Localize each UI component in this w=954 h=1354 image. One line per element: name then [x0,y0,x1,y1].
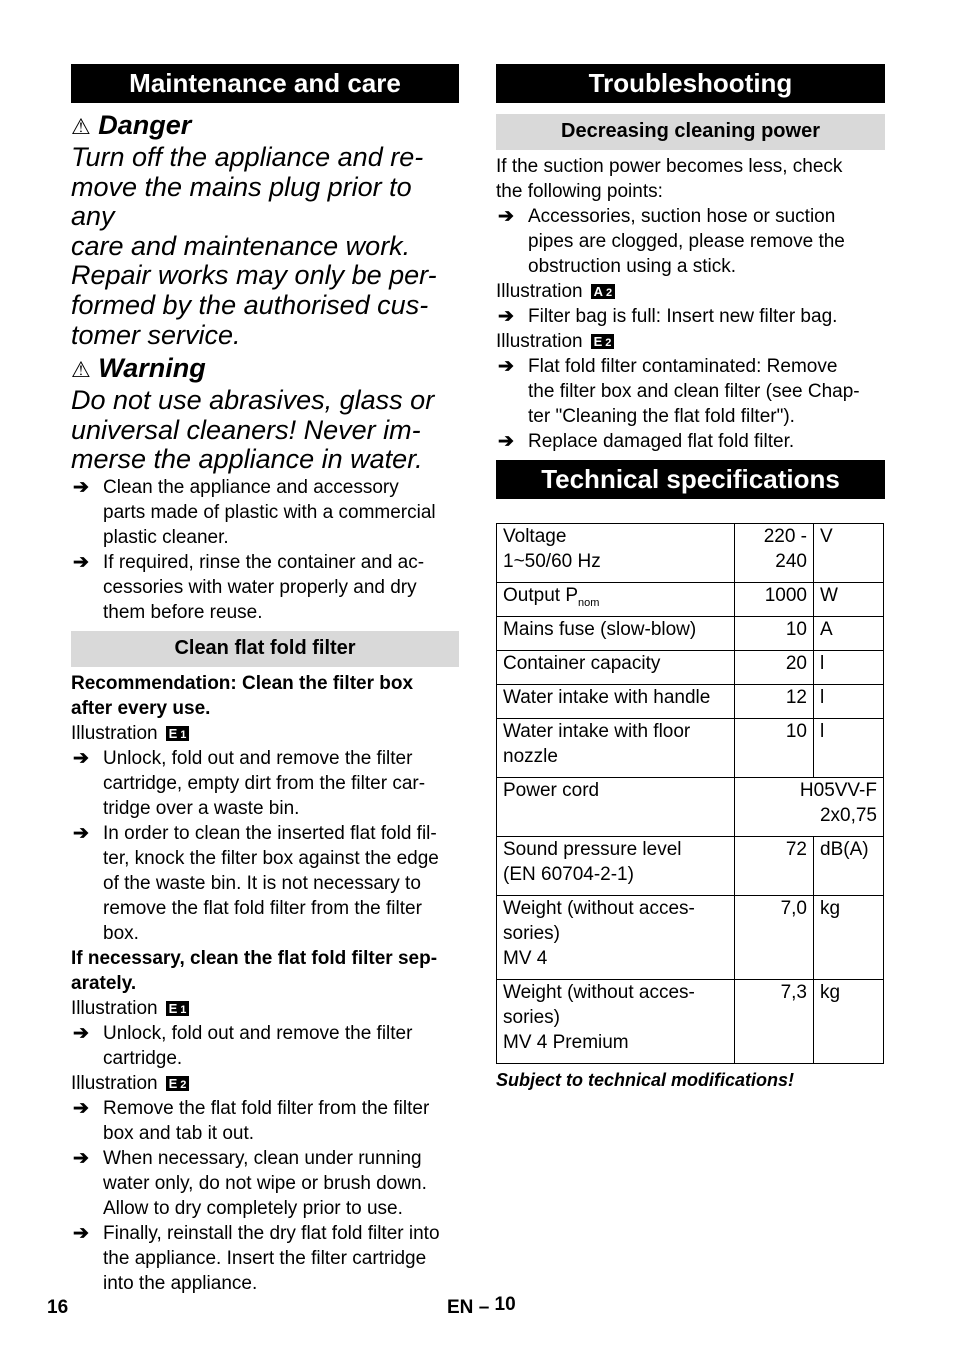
illustration-badge: A 2 [591,284,616,299]
arrow-right-icon: ➔ [498,356,514,377]
spec-unit: l [814,685,884,719]
arrow-right-icon: ➔ [73,1022,89,1044]
table-row [497,617,884,651]
danger-text: Turn off the appliance and re- move the mains plug prior to any care and maintenance work. Repair works may only be per- formed by the authorised cus- tomer service. [71,142,437,350]
warning-triangle-icon: ⚠ [71,357,91,383]
recommendation-text: Recommendation: Clean the filter box after every use. [71,672,414,719]
spec-value: 220 - 240 [735,524,814,583]
bullet-list [496,429,885,454]
bullet-list [71,746,459,946]
table-row [497,896,884,980]
spec-unit: kg [814,980,884,1064]
spec-value: 12 [735,685,814,719]
intro-text: If the suction power becomes less, check the following points: [496,156,843,202]
list-item: ➔ When necessary, clean under running water only, do not wipe or brush down. Allow to dry completely prior to use. [73,1147,427,1219]
arrow-right-icon: ➔ [73,747,89,769]
illustration-badge: E 2 [166,1076,190,1091]
arrow-right-icon: ➔ [498,206,514,227]
spec-label: Water intake with handle [497,685,735,719]
spec-unit: dB(A) [814,837,884,896]
necessary-text: If necessary, clean the flat fold filter sep- arately. [71,947,438,994]
table-row [497,778,884,837]
illustration-ref: Illustration E 1 [71,721,459,746]
spec-value: 20 [735,651,814,685]
section-heading-troubleshooting: Troubleshooting [496,64,885,103]
warning-triangle-icon: ⚠ [71,114,91,139]
arrow-right-icon: ➔ [73,1222,89,1244]
bullet-list [496,204,885,279]
spec-value: H05VV-F 2x0,75 [735,778,884,837]
list-item: ➔ Clean the appliance and accessory parts made of plastic with a commercial plastic cleaner. [73,476,436,548]
spec-value: 72 [735,837,814,896]
arrow-right-icon: ➔ [498,306,514,327]
arrow-right-icon: ➔ [73,822,89,844]
list-item: ➔ Filter bag is full: Insert new filter bag. [498,306,838,327]
spec-unit: kg [814,896,884,980]
spec-unit: A [814,617,884,651]
right-column [496,64,885,1093]
list-item: ➔ Accessories, suction hose or suction pipes are clogged, please remove the obstruction using a stick. [498,206,845,277]
spec-label: Water intake with floor nozzle [497,719,735,778]
danger-title: Danger [98,110,192,140]
bullet-list [496,354,885,429]
table-row [497,685,884,719]
illustration-badge: E 1 [166,1001,190,1016]
spec-label: Weight (without acces- sories) MV 4 [497,896,735,980]
spec-value: 10 [735,719,814,778]
sub-heading-decreasing-power: Decreasing cleaning power [496,114,885,150]
list-item: ➔ Remove the flat fold filter from the filter box and tab it out. [73,1097,430,1144]
illustration-ref: Illustration A 2 [496,279,885,304]
spec-table [496,523,884,1064]
bullet-list [71,1021,459,1071]
left-column [71,64,459,1296]
danger-block [71,109,459,350]
table-row [497,837,884,896]
spec-label: Mains fuse (slow-blow) [497,617,735,651]
spec-unit: V [814,524,884,583]
spec-value: 1000 [735,583,814,617]
page-number: 16 [47,1297,69,1318]
table-row [497,583,884,617]
list-item: ➔ In order to clean the inserted flat fold fil- ter, knock the filter box against the edge of the waste bin. It is not necessary to remove the flat fold filter from the filter box. [73,822,439,944]
illustration-badge: E 1 [166,726,190,741]
sub-heading-clean-filter: Clean flat fold filter [71,631,459,667]
bullet-list [71,1096,459,1296]
section-heading-tech-specs: Technical specifications [496,460,885,499]
spec-label: Power cord [497,778,735,837]
spec-value: 10 [735,617,814,651]
spec-label: Container capacity [497,651,735,685]
footer-lang: EN – 10 [447,1294,516,1318]
table-row [497,651,884,685]
illustration-ref: Illustration E 2 [71,1071,459,1096]
table-row [497,719,884,778]
spec-value: 7,0 [735,896,814,980]
arrow-right-icon: ➔ [73,476,89,498]
list-item: ➔ Unlock, fold out and remove the filter cartridge, empty dirt from the filter car- tridge over a waste bin. [73,747,426,819]
illustration-ref: Illustration E 1 [71,996,459,1021]
arrow-right-icon: ➔ [73,1147,89,1169]
section-heading-maintenance: Maintenance and care [71,64,459,103]
bullet-list [71,475,459,625]
spec-label: Output $P_{nom}$ [497,583,735,617]
spec-label: Voltage 1~50/60 Hz [497,524,735,583]
spec-unit: W [814,583,884,617]
warning-title: Warning [98,353,206,384]
modifications-note: Subject to technical modifications! [496,1070,795,1090]
list-item: ➔ Flat fold filter contaminated: Remove the filter box and clean filter (see Chap- ter "Cleaning the flat fold filter"). [498,356,860,427]
spec-unit: l [814,651,884,685]
list-item: ➔ Unlock, fold out and remove the filter cartridge. [73,1022,413,1069]
table-row [497,524,884,583]
arrow-right-icon: ➔ [73,551,89,573]
list-item: ➔ If required, rinse the container and ac- cessories with water properly and dry them before reuse. [73,551,425,623]
illustration-badge: E 2 [591,334,615,349]
arrow-right-icon: ➔ [73,1097,89,1119]
arrow-right-icon: ➔ [498,431,514,452]
bullet-list [496,304,885,329]
spec-unit: l [814,719,884,778]
list-item: ➔ Finally, reinstall the dry flat fold filter into the appliance. Insert the filter cartridge into the appliance. [73,1222,440,1294]
spec-value: 7,3 [735,980,814,1064]
spec-label: Sound pressure level (EN 60704-2-1) [497,837,735,896]
illustration-ref: Illustration E 2 [496,329,885,354]
spec-label: Weight (without acces- sories) MV 4 Premium [497,980,735,1064]
table-row [497,980,884,1064]
list-item: ➔ Replace damaged flat fold filter. [498,431,795,452]
warning-block [71,352,459,475]
warning-text: Do not use abrasives, glass or universal cleaners! Never im- merse the appliance in water. [71,385,435,475]
